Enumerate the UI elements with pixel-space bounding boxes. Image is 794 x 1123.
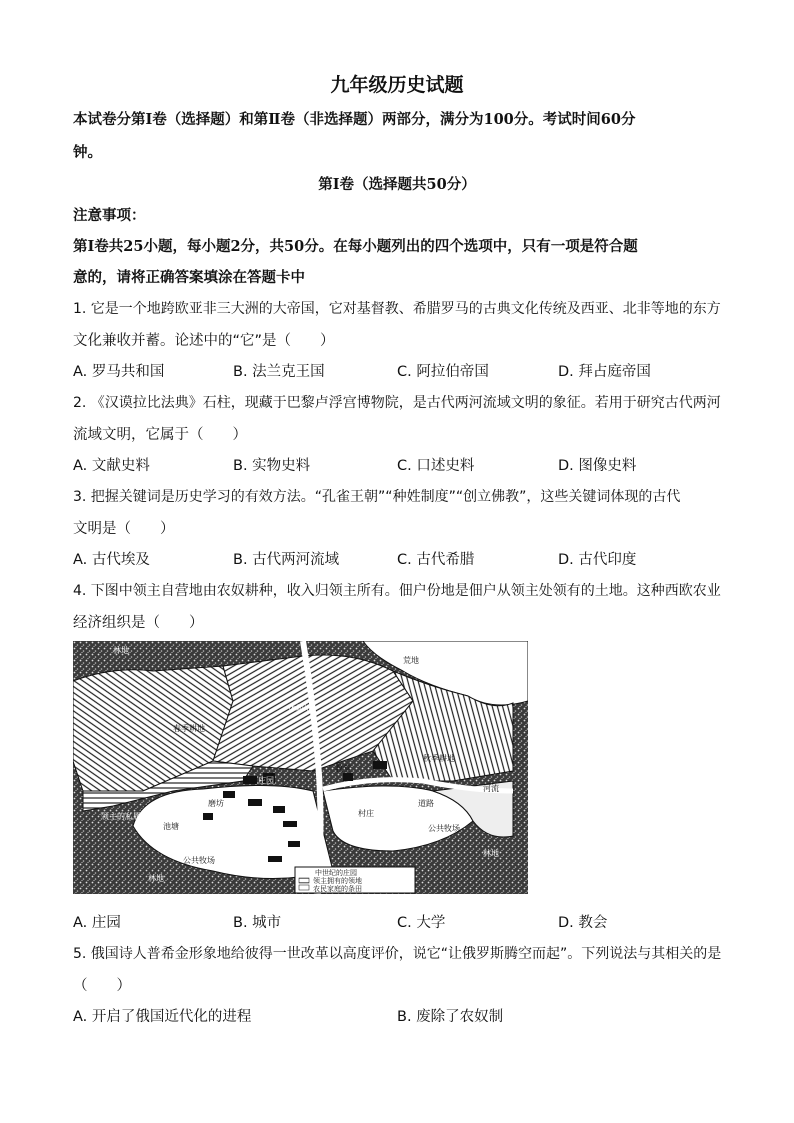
q5-option-a: A. 开启了俄国近代化的进程 — [73, 1009, 252, 1025]
q1-option-d: D. 拜占庭帝国 — [558, 364, 651, 380]
q4-option-a: A. 庄园 — [73, 915, 121, 931]
label-fallow: 休耕地 — [288, 704, 312, 713]
q5-option-b: B. 废除了农奴制 — [397, 1009, 504, 1025]
q4-option-c: C. 大学 — [397, 915, 446, 931]
q4-stem-line-2: 经济组织是（ ） — [73, 615, 204, 631]
q1-option-b: B. 法兰克王国 — [233, 364, 325, 380]
q3-stem-line-2: 文明是（ ） — [73, 521, 175, 537]
map-legend — [295, 867, 415, 893]
label-common-pasture-2: 公共牧场 — [183, 856, 215, 865]
q1-stem-line-2: 文化兼收并蓄。论述中的“它”是（ ） — [73, 333, 335, 349]
legend-item-2: 农民家庭的条田 — [313, 885, 362, 893]
intro-line-1: 本试卷分第Ⅰ卷（选择题）和第Ⅱ卷（非选择题）两部分，满分为100分。考试时间60分 — [73, 111, 636, 128]
label-mill: 磨坊 — [208, 799, 224, 808]
q2-option-a: A. 文献史料 — [73, 458, 150, 474]
q3-option-b: B. 古代两河流域 — [233, 552, 340, 568]
label-autumn: 秋季耕地 — [423, 754, 455, 763]
q1-option-a: A. 罗马共和国 — [73, 364, 165, 380]
q2-stem-line-1: 2. 《汉谟拉比法典》石柱，现藏于巴黎卢浮宫博物院，是古代两河流域文明的象征。若用于研究古代两河 — [73, 395, 721, 411]
q2-option-c: C. 口述史料 — [397, 458, 475, 474]
label-village: 村庄 — [358, 809, 374, 818]
notes-heading: 注意事项： — [73, 207, 146, 224]
q3-option-a: A. 古代埃及 — [73, 552, 150, 568]
q5-stem-line-1: 5. 俄国诗人普希金形象地给彼得一世改革以高度评价，说它“让俄罗斯腾空而起”。下列说法与其相关的是 — [73, 946, 722, 962]
q1-stem-line-1: 1. 它是一个地跨欧亚非三大洲的大帝国，它对基督教、希腊罗马的古典文化传统及西亚、北非等地的东方 — [73, 301, 721, 317]
q3-option-c: C. 古代希腊 — [397, 552, 475, 568]
label-lord-private: 领主的私属之地 — [101, 812, 157, 821]
label-road: 道路 — [418, 799, 434, 808]
notes-line-2: 意的，请将正确答案填涂在答题卡中 — [73, 269, 305, 286]
label-spring: 春季耕地 — [173, 724, 205, 733]
notes-line-1: 第Ⅰ卷共25小题，每小题2分，共50分。在每小题列出的四个选项中，只有一项是符合题 — [73, 238, 638, 255]
legend-title: 中世纪的庄园 — [315, 869, 357, 877]
q4-option-b: B. 城市 — [233, 915, 282, 931]
q4-stem-line-1: 4. 下图中领主自营地由农奴耕种，收入归领主所有。佃户份地是佃户从领主处领有的土地。这种西欧农业 — [73, 583, 721, 599]
label-river: 河流 — [483, 784, 499, 793]
q4-option-d: D. 教会 — [558, 915, 608, 931]
q5-stem-line-2: （ ） — [73, 978, 131, 994]
q3-option-d: D. 古代印度 — [558, 552, 637, 568]
q2-option-b: B. 实物史料 — [233, 458, 311, 474]
intro-line-2: 钟。 — [73, 144, 102, 161]
label-forest-3: 林地 — [148, 874, 164, 883]
q2-stem-line-2: 流域文明，它属于（ ） — [73, 427, 247, 443]
label-wasteland: 荒地 — [403, 656, 419, 665]
label-forest-2: 林地 — [483, 849, 499, 858]
q3-stem-line-1: 3. 把握关键词是历史学习的有效方法。“孔雀王朝”“种姓制度”“创立佛教”，这些关键词体现的古代 — [73, 489, 681, 505]
manor-map-figure — [73, 641, 528, 894]
q2-option-d: D. 图像史料 — [558, 458, 637, 474]
q1-option-c: C. 阿拉伯帝国 — [397, 364, 489, 380]
label-common-pasture: 公共牧场 — [428, 824, 460, 833]
label-forest: 林地 — [113, 646, 129, 655]
label-church: 教堂 — [335, 764, 351, 773]
label-manor: 庄园 — [258, 776, 274, 785]
section-heading: 第Ⅰ卷（选择题共50分） — [318, 176, 476, 193]
exam-title: 九年级历史试题 — [330, 74, 464, 96]
legend-item-1: 领主拥有的领地 — [313, 877, 362, 885]
label-pond: 池塘 — [163, 822, 179, 831]
